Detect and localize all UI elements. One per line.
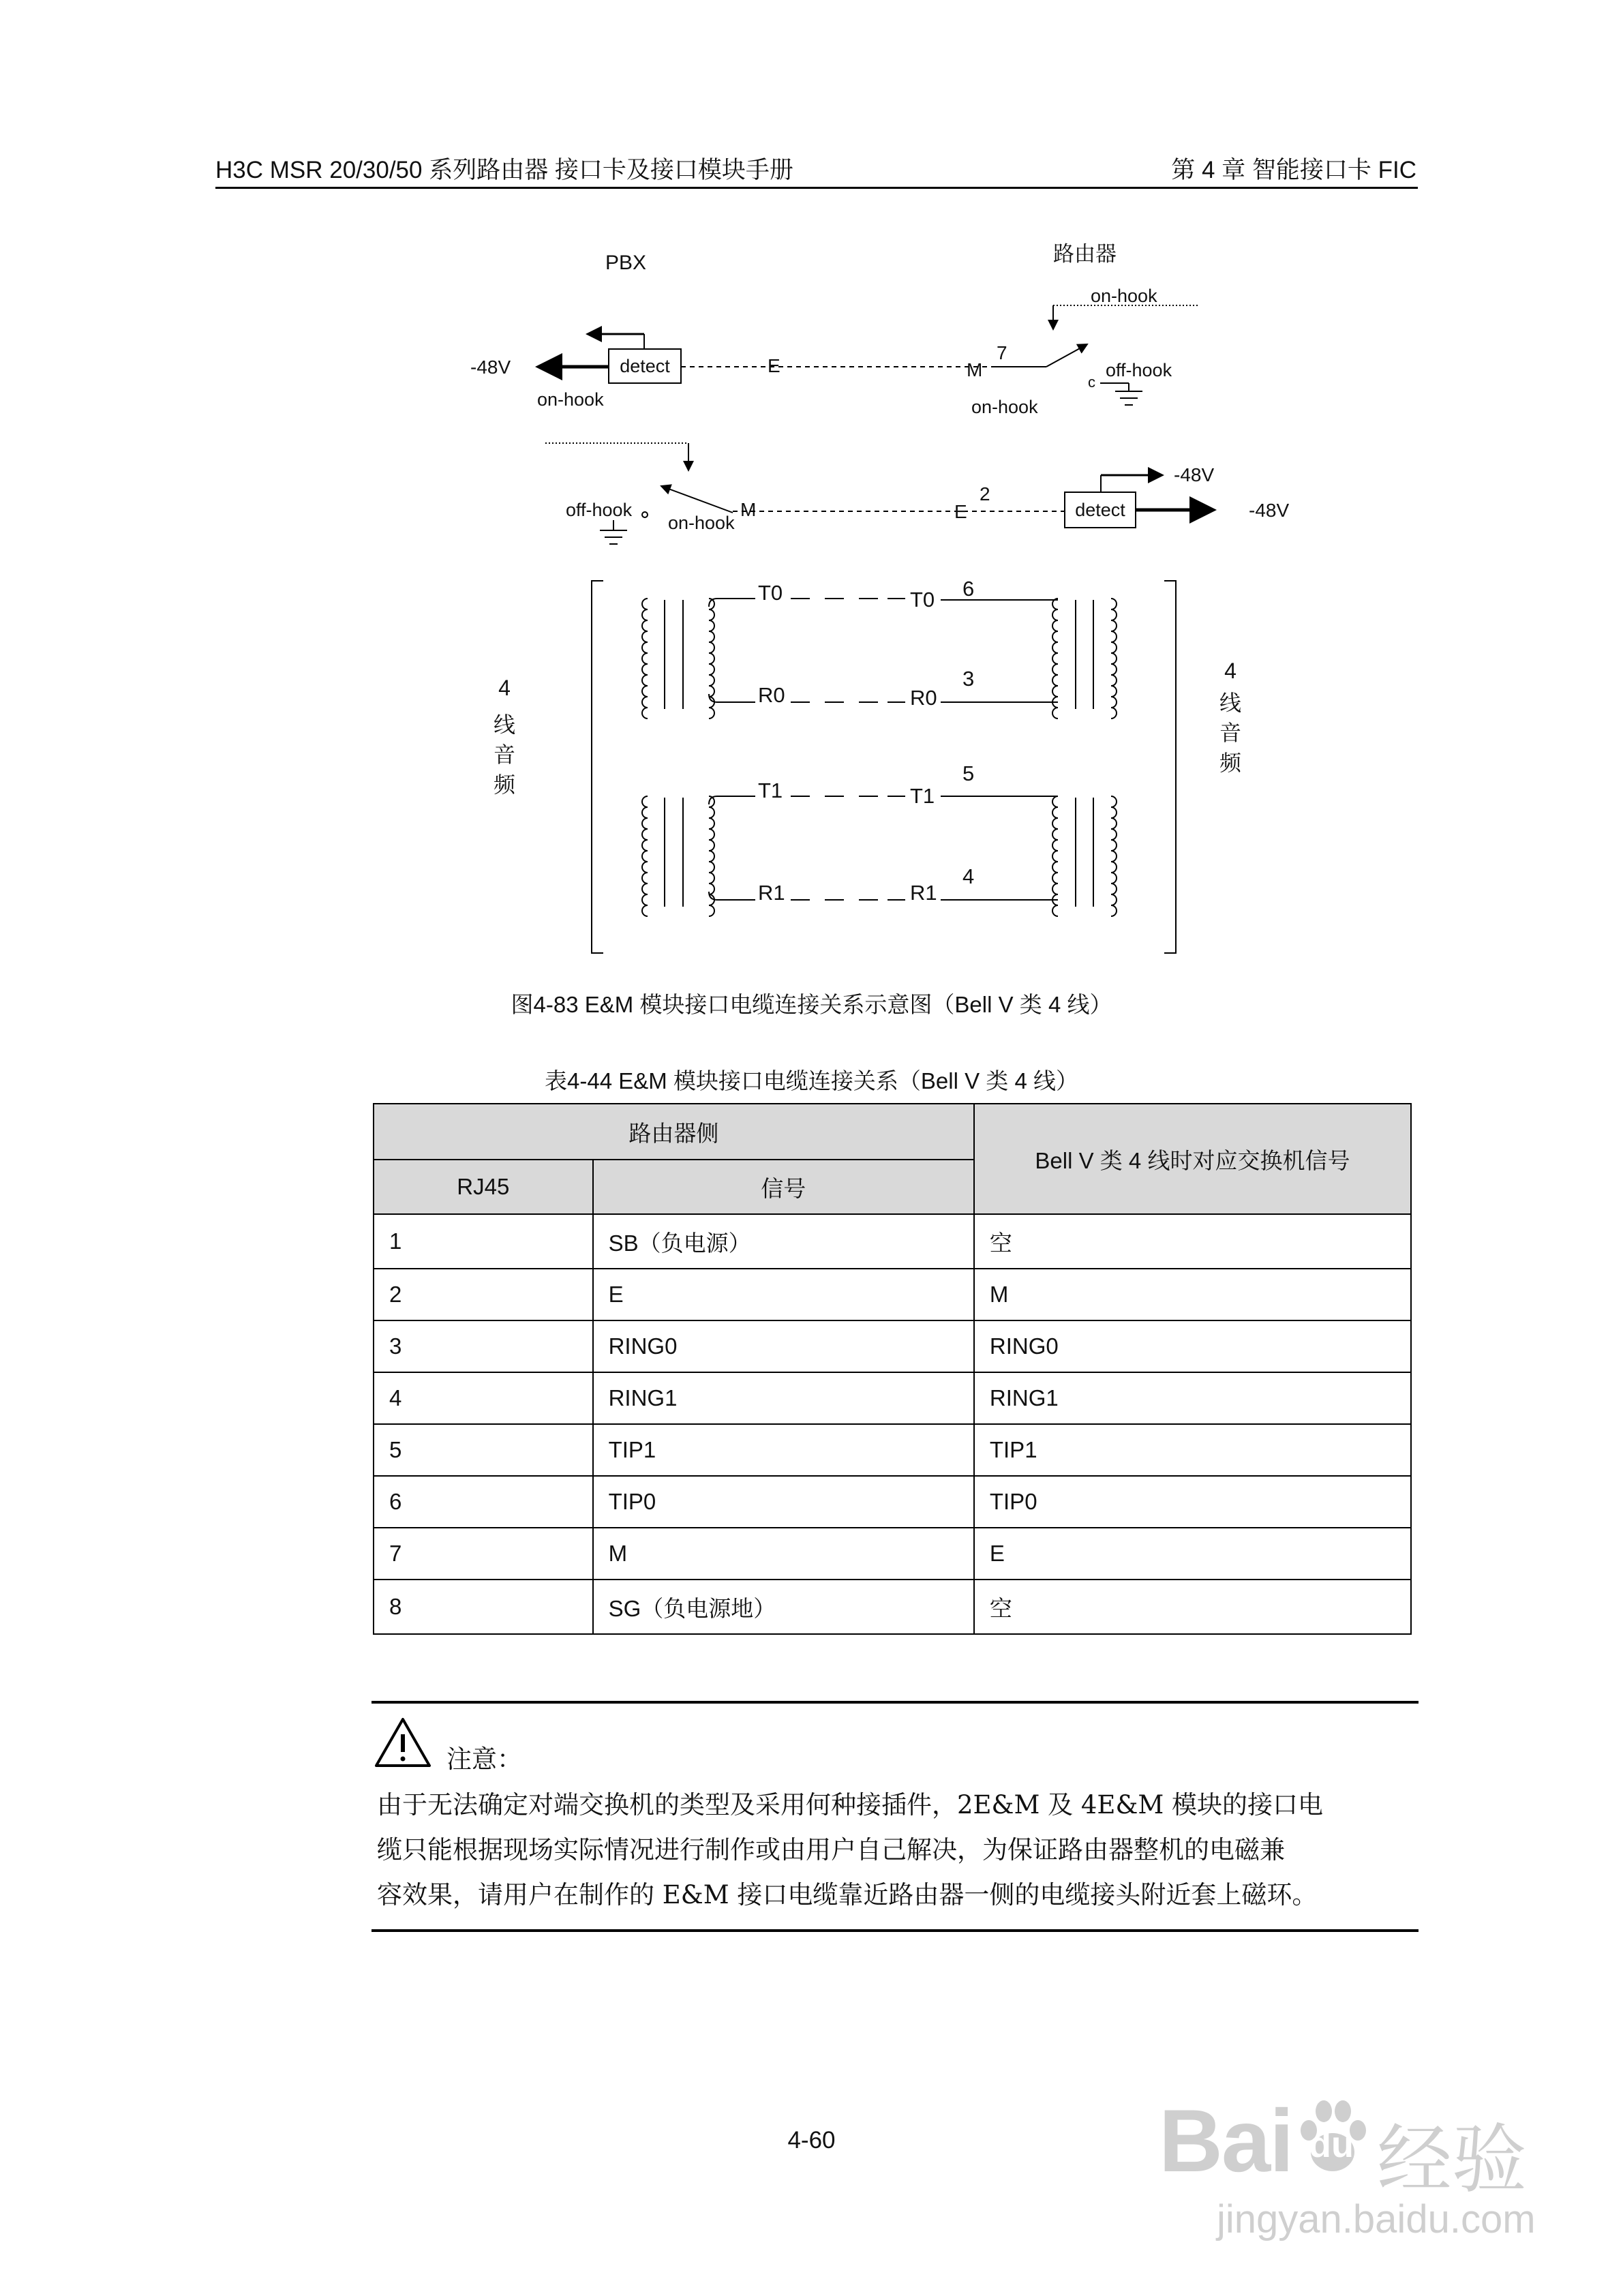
em-connection-table [373, 1103, 1412, 1635]
upper-on-hook-left: on-hook [537, 389, 604, 410]
table-cell-switch: 空 [974, 1214, 1411, 1269]
table-row [374, 1320, 1411, 1372]
note-top-rule [371, 1701, 1419, 1704]
svg-text:线: 线 [493, 712, 516, 737]
table-cell-signal: SG（负电源地） [593, 1580, 974, 1634]
lower-neg48v-top: -48V [1174, 464, 1215, 485]
table-row [374, 1269, 1411, 1320]
svg-text:频: 频 [1219, 751, 1242, 775]
table-cell-pin: 4 [374, 1372, 593, 1424]
table-cell-signal: RING0 [593, 1320, 974, 1372]
audio-left-vertical-label [494, 676, 516, 797]
table-row [374, 1476, 1411, 1528]
audio-transformers-lower [642, 796, 1117, 916]
audio-r1-left: R1 [758, 881, 785, 905]
upper-off-hook: off-hook [1106, 360, 1172, 380]
watermark-url: jingyan.baidu.com [1217, 2197, 1536, 2241]
svg-text:4: 4 [1224, 659, 1237, 683]
upper-e-label: E [768, 355, 780, 376]
svg-text:音: 音 [1219, 721, 1242, 745]
lower-m-label: M [740, 499, 757, 520]
table-cell-switch: TIP1 [974, 1424, 1411, 1476]
em-wiring-diagram [0, 0, 1623, 995]
lower-e-label: E [954, 501, 967, 522]
watermark-cn: 经验 [1377, 2116, 1527, 2203]
table-cell-pin: 6 [374, 1476, 593, 1528]
lower-contact-point [642, 512, 648, 517]
lower-on-hook: on-hook [668, 513, 735, 533]
table-row [374, 1424, 1411, 1476]
router-label: 路由器 [1053, 242, 1117, 266]
table-cell-pin: 8 [374, 1580, 593, 1634]
table-cell-signal: E [593, 1269, 974, 1320]
upper-pin-7: 7 [997, 342, 1007, 363]
audio-pin-4: 4 [962, 864, 975, 888]
table-caption: 表4-44 E&M 模块接口电缆连接关系（Bell V 类 4 线） [545, 1068, 1078, 1093]
audio-t0-right: T0 [910, 588, 935, 611]
watermark-du: du [1309, 2124, 1354, 2165]
upper-on-hook-top: on-hook [1091, 286, 1157, 306]
pbx-label: PBX [605, 252, 647, 274]
audio-right-bracket [1164, 581, 1176, 953]
audio-left-bracket [592, 581, 603, 953]
svg-text:线: 线 [1219, 691, 1242, 715]
lower-detect-label: detect [1075, 500, 1125, 520]
audio-transformers-upper [642, 599, 1117, 719]
lower-off-hook: off-hook [566, 500, 633, 520]
warning-icon [374, 1717, 432, 1768]
table-cell-signal: TIP0 [593, 1476, 974, 1528]
svg-text:音: 音 [493, 742, 516, 767]
lower-pin-2: 2 [980, 483, 990, 504]
audio-r0-right: R0 [910, 686, 937, 710]
upper-switch-blade [1046, 344, 1087, 367]
note-title: 注意： [446, 1744, 522, 1774]
table-col-rj45: RJ45 [374, 1160, 593, 1214]
note-line-2: 缆只能根据现场实际情况进行制作或由用户自己解决，为保证路由器整机的电磁兼 [377, 1835, 1285, 1864]
note-line-1: 由于无法确定对端交换机的类型及采用何种接插件，2E&M 及 4E&M 模块的接口电 [377, 1790, 1324, 1819]
upper-on-hook-bottom: on-hook [971, 397, 1038, 417]
table-cell-signal: SB（负电源） [593, 1214, 974, 1269]
note-line-3: 容效果，请用户在制作的 E&M 接口电缆靠近路由器一侧的电缆接头附近套上磁环。 [377, 1880, 1318, 1909]
table-cell-switch: M [974, 1269, 1411, 1320]
table-row [374, 1372, 1411, 1424]
table-cell-switch: E [974, 1528, 1411, 1580]
table-row [374, 1214, 1411, 1269]
table-cell-pin: 1 [374, 1214, 593, 1269]
upper-m-label: M [967, 359, 983, 380]
audio-pin-3: 3 [962, 667, 975, 691]
audio-pin-5: 5 [962, 761, 975, 785]
table-cell-signal: M [593, 1528, 974, 1580]
page-number: 4-60 [787, 2127, 836, 2154]
header-title: H3C MSR 20/30/50 系列路由器 接口卡及接口模块手册 [215, 157, 793, 183]
table-cell-switch: RING0 [974, 1320, 1411, 1372]
table-cell-signal: TIP1 [593, 1424, 974, 1476]
upper-c-label: c [1088, 374, 1095, 391]
table-cell-switch: 空 [974, 1580, 1411, 1634]
upper-detect-label: detect [620, 356, 670, 376]
table-cell-pin: 7 [374, 1528, 593, 1580]
upper-neg48v-left: -48V [470, 357, 511, 378]
table-row [374, 1580, 1411, 1634]
audio-r0-left: R0 [758, 683, 785, 707]
audio-t1-right: T1 [910, 784, 935, 808]
figure-caption: 图4-83 E&M 模块接口电缆连接关系示意图（Bell V 类 4 线） [511, 992, 1112, 1017]
svg-text:4: 4 [498, 676, 511, 700]
lower-switch-blade [661, 486, 733, 513]
table-col-signal: 信号 [593, 1160, 974, 1214]
header-chapter: 第 4 章 智能接口卡 FIC [1171, 157, 1416, 183]
table-group-header: 路由器侧 [374, 1104, 974, 1160]
audio-pin-6: 6 [962, 577, 975, 601]
table-cell-pin: 5 [374, 1424, 593, 1476]
table-cell-pin: 3 [374, 1320, 593, 1372]
watermark-brand: Bai [1159, 2091, 1293, 2190]
audio-t0-left: T0 [758, 581, 783, 605]
svg-text:频: 频 [493, 772, 516, 797]
table-cell-switch: TIP0 [974, 1476, 1411, 1528]
table-cell-signal: RING1 [593, 1372, 974, 1424]
table-col-switch-signal: Bell V 类 4 线时对应交换机信号 [974, 1104, 1411, 1214]
audio-t1-left: T1 [758, 779, 783, 802]
lower-neg48v-right: -48V [1249, 500, 1290, 521]
audio-r1-right: R1 [910, 881, 937, 905]
note-bottom-rule [371, 1929, 1419, 1932]
table-cell-pin: 2 [374, 1269, 593, 1320]
audio-right-vertical-label [1219, 659, 1242, 775]
table-cell-switch: RING1 [974, 1372, 1411, 1424]
table-row [374, 1528, 1411, 1580]
